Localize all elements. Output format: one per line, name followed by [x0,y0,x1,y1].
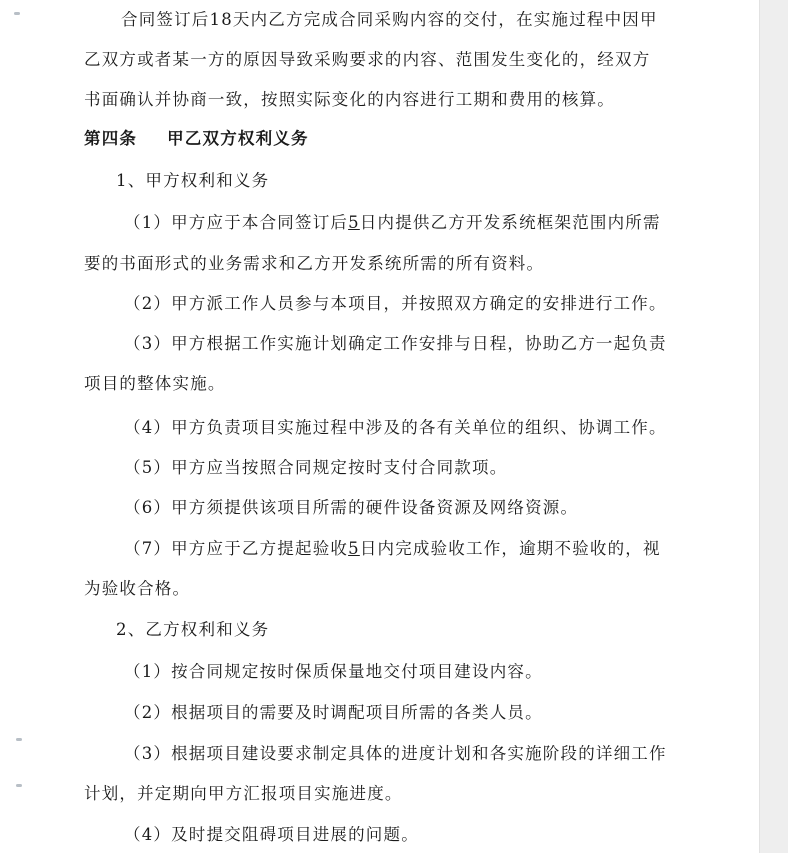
body-line: 书面确认并协商一致，按照实际变化的内容进行工期和费用的核算。 [84,90,615,109]
scan-speck [16,738,22,741]
body-line [124,203,661,243]
scan-speck [14,12,20,15]
underlined-number: 5 [348,539,360,558]
clause-text: 日内提供乙方开发系统框架范围内所需 [359,213,661,232]
body-line: 项目的整体实施。 [84,374,226,393]
body-line: 乙双方或者某一方的原因导致采购要求的内容、范围发生变化的，经双方 [84,50,651,69]
clause-text: （7）甲方应于乙方提起验收 [124,539,349,558]
clause-text: 日内完成验收工作，逾期不验收的，视 [359,539,661,558]
scan-speck [16,784,22,787]
body-line: （3）根据项目建设要求制定具体的进度计划和各实施阶段的详细工作 [124,744,667,763]
body-line: （2）甲方派工作人员参与本项目，并按照双方确定的安排进行工作。 [124,294,667,313]
underlined-number: 5 [348,213,360,232]
body-line: （3）甲方根据工作实施计划确定工作安排与日程，协助乙方一起负责 [124,334,667,353]
article-title: 甲乙双方权利义务 [167,129,309,148]
clause-text: （1）甲方应于本合同签订后 [124,213,349,232]
body-line [124,529,661,569]
body-line: （1）按合同规定按时保质保量地交付项目建设内容。 [124,662,543,681]
body-line: 计划，并定期向甲方汇报项目实施进度。 [84,784,403,803]
body-line: 要的书面形式的业务需求和乙方开发系统所需的所有资料。 [84,254,545,273]
body-line: （6）甲方须提供该项目所需的硬件设备资源及网络资源。 [124,498,579,517]
body-line: （5）甲方应当按照合同规定按时支付合同款项。 [124,458,508,477]
section-heading: 2、乙方权利和义务 [116,620,270,639]
viewer-scrollbar-track[interactable] [759,0,788,853]
body-line: （4）及时提交阻碍项目进展的问题。 [124,825,419,844]
body-line: （2）根据项目的需要及时调配项目所需的各类人员。 [124,703,543,722]
article-number: 第四条 [84,129,138,148]
body-line: （4）甲方负责项目实施过程中涉及的各有关单位的组织、协调工作。 [124,418,667,437]
body-line: 合同签订后18天内乙方完成合同采购内容的交付，在实施过程中因甲 [121,10,658,29]
article-heading [84,119,309,159]
section-heading: 1、甲方权利和义务 [116,171,270,190]
body-line: 为验收合格。 [84,579,191,598]
